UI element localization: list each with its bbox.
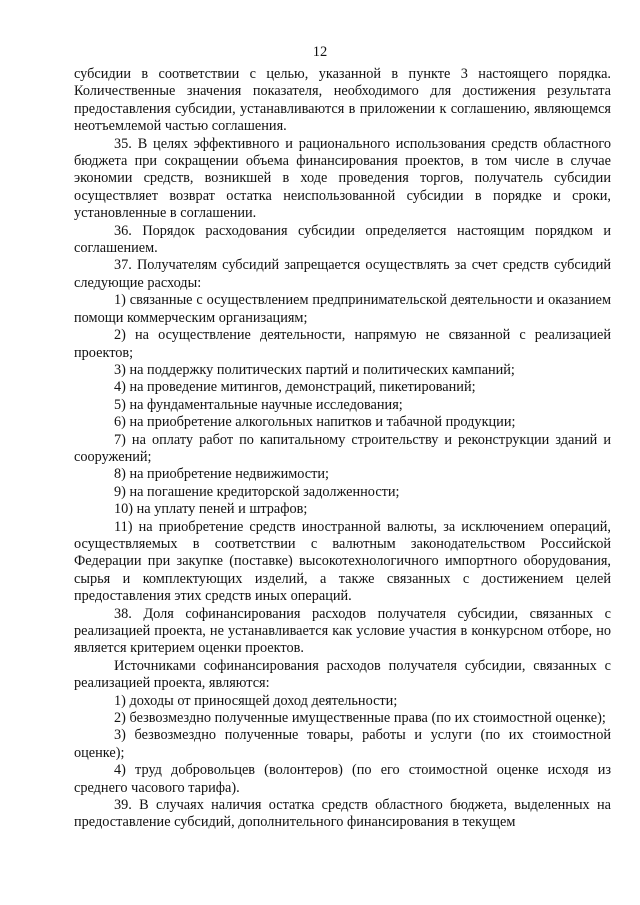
paragraph: 5) на фундаментальные научные исследования;	[114, 396, 403, 413]
paragraph: 7) на оплату работ по капитальному строительству и реконструкции зданий и сооружений;	[74, 431, 611, 465]
paragraph: 1) доходы от приносящей доход деятельности;	[114, 692, 398, 709]
paragraph: 2) на осуществление деятельности, напрямую не связанной с реализацией проектов;	[74, 327, 611, 361]
paragraph: 10) на уплату пеней и штрафов;	[114, 501, 308, 518]
paragraph: 35. В целях эффективного и рационального использования средств областного бюджета при сокращении объема финансирования проектов, в том числе в случае экономии средств, возникшей в ходе проведения торгов, получатель субсидии осуществляет возврат остатка неиспользованной субсидии в порядке и сроки, установленные в соглашении.	[74, 135, 611, 222]
paragraph: 6) на приобретение алкогольных напитков и табачной продукции;	[114, 414, 516, 431]
document-body	[74, 66, 611, 832]
paragraph: 37. Получателям субсидий запрещается осуществлять за счет средств субсидий следующие расходы:	[74, 257, 611, 291]
paragraph: 9) на погашение кредиторской задолженности;	[114, 483, 400, 500]
paragraph: 36. Порядок расходования субсидии определяется настоящим порядком и соглашением.	[74, 222, 611, 257]
paragraph: 4) труд добровольцев (волонтеров) (по его стоимостной оценке исходя из среднего часового тарифа).	[74, 762, 611, 796]
paragraph: 11) на приобретение средств иностранной валюты, за исключением операций, осуществляемых в соответствии с валютным законодательством Российской Федерации при закупке (поставке) высокотехнологичного импортного оборудования, сырья и комплектующих изделий, а также связанных с достижением целей предоставления этих средств иных операций.	[74, 518, 611, 605]
paragraph: 8) на приобретение недвижимости;	[114, 466, 330, 483]
paragraph: 4) на проведение митингов, демонстраций, пикетирований;	[114, 379, 476, 396]
paragraph: Источниками софинансирования расходов получателя субсидии, связанных с реализацией проекта, являются:	[74, 657, 611, 692]
paragraph: 3) на поддержку политических партий и политических кампаний;	[114, 361, 515, 378]
paragraph: 2) безвозмездно полученные имущественные права (по их стоимостной оценке);	[114, 710, 606, 727]
paragraph: 1) связанные с осуществлением предпринимательской деятельности и оказанием помощи коммерческим организациям;	[74, 292, 611, 326]
page-number: 12	[312, 44, 328, 60]
paragraph: 38. Доля софинансирования расходов получателя субсидии, связанных с реализацией проекта, не устанавливается как условие участия в конкурсном отборе, но является критерием оценки проектов.	[74, 605, 611, 657]
paragraph: 39. В случаях наличия остатка средств областного бюджета, выделенных на предоставление субсидий, дополнительного финансирования в текущем	[74, 797, 611, 831]
paragraph: субсидии в соответствии с целью, указанной в пункте 3 настоящего порядка. Количественные значения показателя, необходимого для достижения результата предоставления субсидии, устанавливаются в приложении к соглашению, являющемся неотъемлемой частью соглашения.	[74, 66, 611, 135]
paragraph: 3) безвозмездно полученные товары, работы и услуги (по их стоимостной оценке);	[74, 727, 611, 761]
